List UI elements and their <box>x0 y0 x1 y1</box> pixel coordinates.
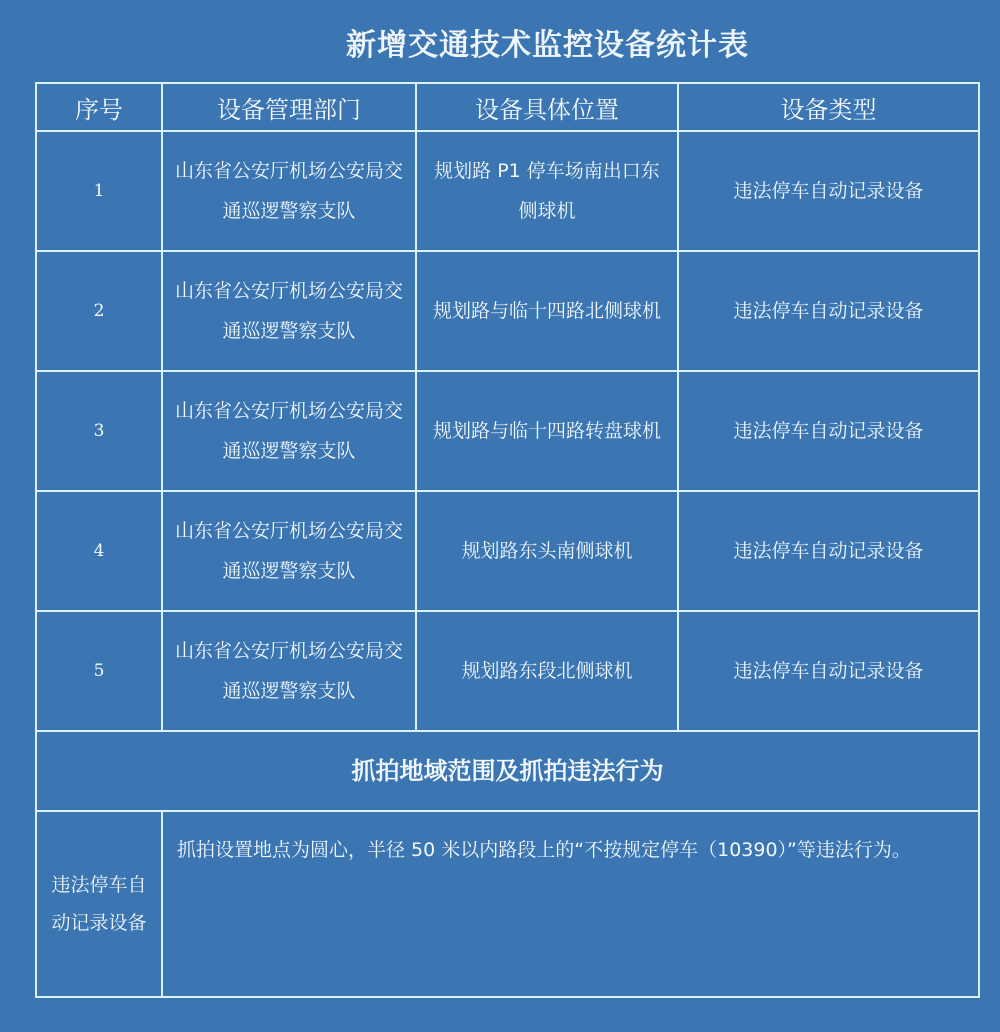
section-title: 抓拍地域范围及抓拍违法行为 <box>36 731 979 811</box>
row-location: 规划路与临十四路转盘球机 <box>416 371 678 491</box>
row-type: 违法停车自动记录设备 <box>678 131 979 251</box>
header-location: 设备具体位置 <box>416 83 678 131</box>
table-row <box>36 251 979 371</box>
row-location: 规划路东段北侧球机 <box>416 611 678 731</box>
header-no: 序号 <box>36 83 162 131</box>
row-no: 4 <box>36 491 162 611</box>
row-dept: 山东省公安厅机场公安局交通巡逻警察支队 <box>162 131 416 251</box>
scope-description: 抓拍设置地点为圆心，半径 50 米以内路段上的“不按规定停车（10390）”等违法行为。 <box>162 811 979 997</box>
row-type: 违法停车自动记录设备 <box>678 371 979 491</box>
row-dept: 山东省公安厅机场公安局交通巡逻警察支队 <box>162 251 416 371</box>
row-type: 违法停车自动记录设备 <box>678 491 979 611</box>
row-no: 1 <box>36 131 162 251</box>
row-type: 违法停车自动记录设备 <box>678 251 979 371</box>
header-type: 设备类型 <box>678 83 979 131</box>
row-location: 规划路东头南侧球机 <box>416 491 678 611</box>
row-type: 违法停车自动记录设备 <box>678 611 979 731</box>
scope-row <box>36 811 979 997</box>
header-dept: 设备管理部门 <box>162 83 416 131</box>
section-header-row <box>36 731 979 811</box>
row-location: 规划路与临十四路北侧球机 <box>416 251 678 371</box>
table-row <box>36 611 979 731</box>
row-no: 3 <box>36 371 162 491</box>
row-dept: 山东省公安厅机场公安局交通巡逻警察支队 <box>162 491 416 611</box>
row-location: 规划路 P1 停车场南出口东侧球机 <box>416 131 678 251</box>
row-dept: 山东省公安厅机场公安局交通巡逻警察支队 <box>162 371 416 491</box>
scope-label: 违法停车自动记录设备 <box>36 811 162 997</box>
page-title: 新增交通技术监控设备统计表 <box>346 28 749 63</box>
table-row <box>36 491 979 611</box>
row-no: 2 <box>36 251 162 371</box>
row-no: 5 <box>36 611 162 731</box>
device-table <box>35 82 980 998</box>
table-header-row <box>36 83 979 131</box>
table-row <box>36 131 979 251</box>
table-row <box>36 371 979 491</box>
row-dept: 山东省公安厅机场公安局交通巡逻警察支队 <box>162 611 416 731</box>
